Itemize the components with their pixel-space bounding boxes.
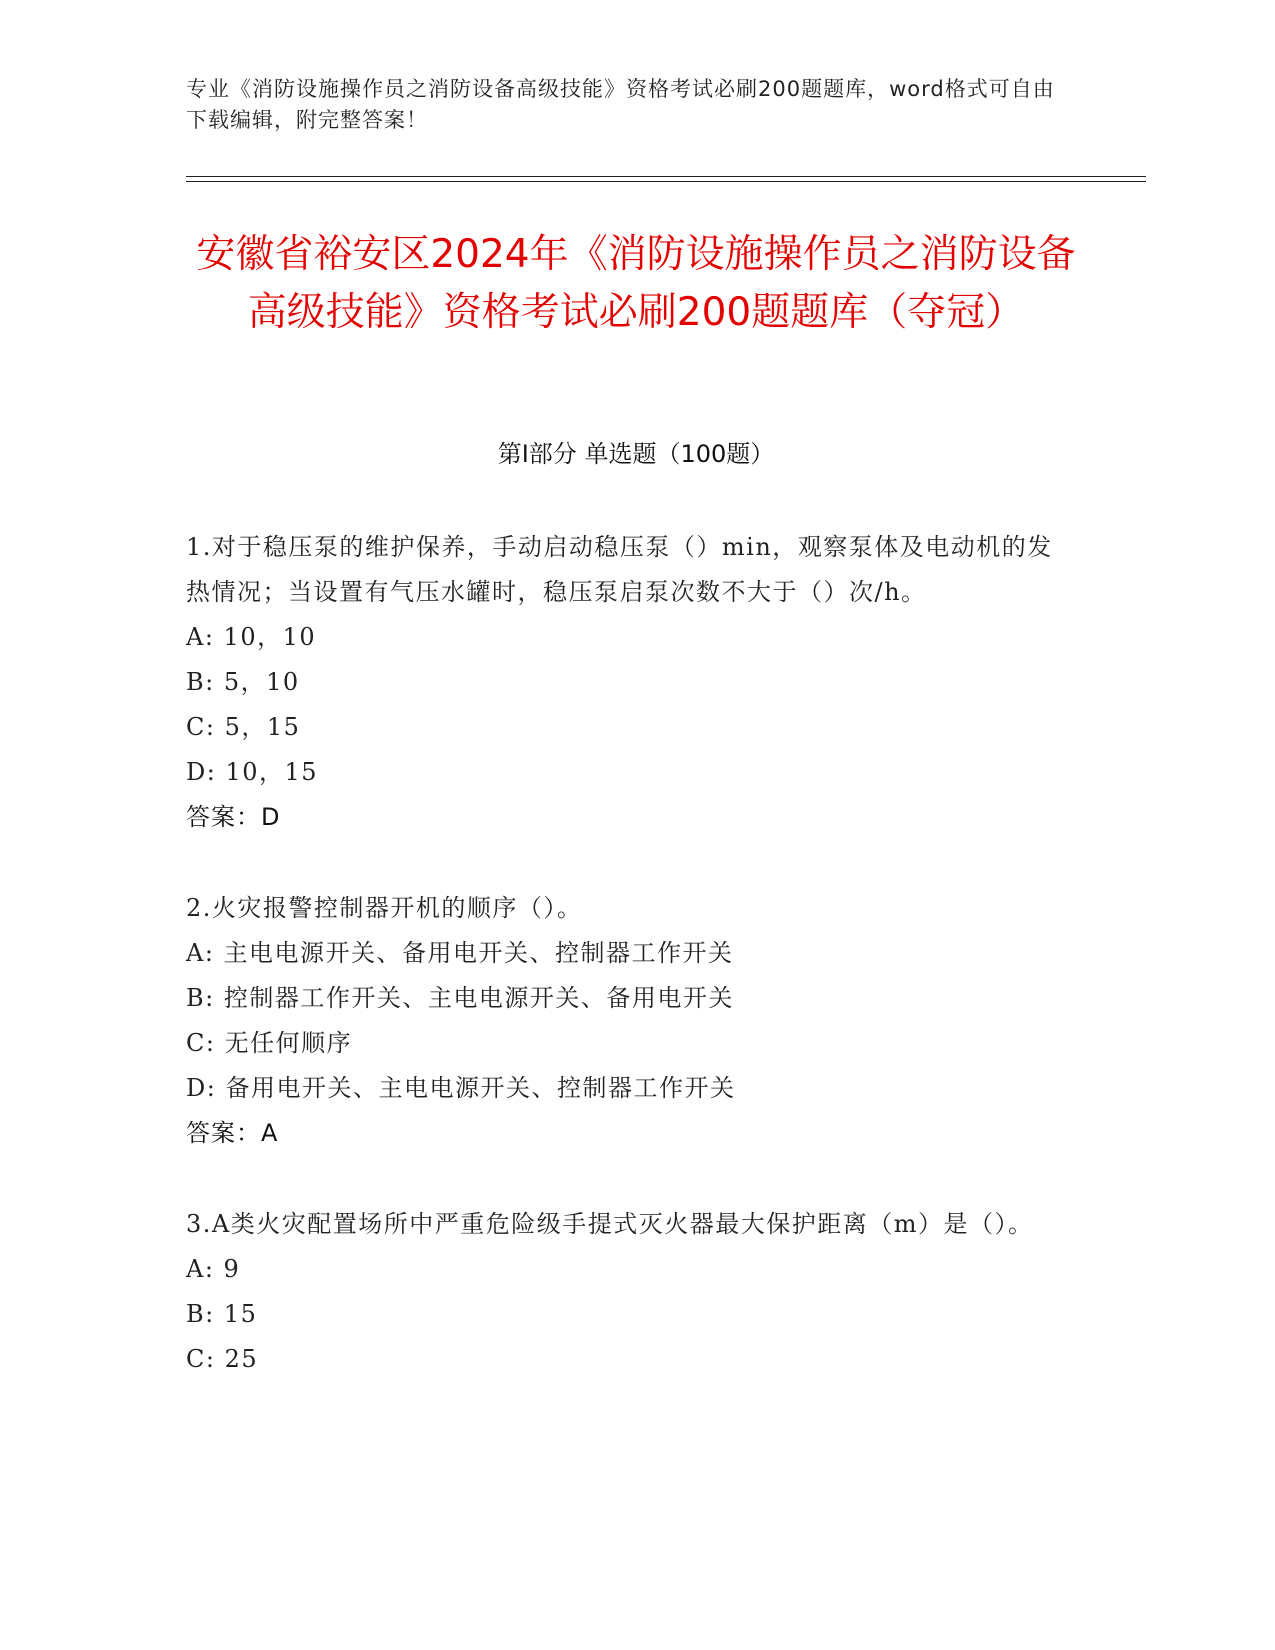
question-3 (186, 1202, 1066, 1382)
document-title: 安徽省裕安区2024年《消防设施操作员之消防设备高级技能》资格考试必刷200题题库（夺冠） (196, 232, 1076, 335)
option-a: A: 10，10 (186, 623, 317, 651)
question-2 (186, 886, 1066, 1156)
question-1 (186, 525, 1066, 840)
option-d: D: 备用电开关、主电电源开关、控制器工作开关 (186, 1074, 736, 1102)
header-note: 专业《消防设施操作员之消防设备高级技能》资格考试必刷200题题库，word格式可自由下载编辑，附完整答案！ (186, 77, 1055, 132)
answer: 答案：D (186, 803, 281, 831)
section-title: 第Ⅰ部分 单选题（100题） (497, 440, 775, 468)
option-b: B: 控制器工作开关、主电电源开关、备用电开关 (186, 984, 734, 1012)
option-d: D: 10，15 (186, 758, 319, 786)
option-b: B: 15 (186, 1300, 258, 1328)
question-stem: 2.火灾报警控制器开机的顺序（）。 (186, 894, 583, 922)
option-a: A: 9 (186, 1255, 241, 1283)
option-c: C: 无任何顺序 (186, 1029, 353, 1057)
header-divider (186, 176, 1146, 182)
option-c: C: 5，15 (186, 713, 301, 741)
option-c: C: 25 (186, 1345, 259, 1373)
question-stem: 1.对于稳压泵的维护保养，手动启动稳压泵（）min，观察泵体及电动机的发热情况；当设置有气压水罐时，稳压泵启泵次数不大于（）次/h。 (186, 533, 1053, 606)
option-b: B: 5，10 (186, 668, 300, 696)
option-a: A: 主电电源开关、备用电开关、控制器工作开关 (186, 939, 734, 967)
question-list (186, 525, 1066, 1428)
answer: 答案：A (186, 1119, 279, 1147)
question-stem: 3.A类火灾配置场所中严重危险级手提式灭火器最大保护距离（m）是（）。 (186, 1210, 1034, 1238)
